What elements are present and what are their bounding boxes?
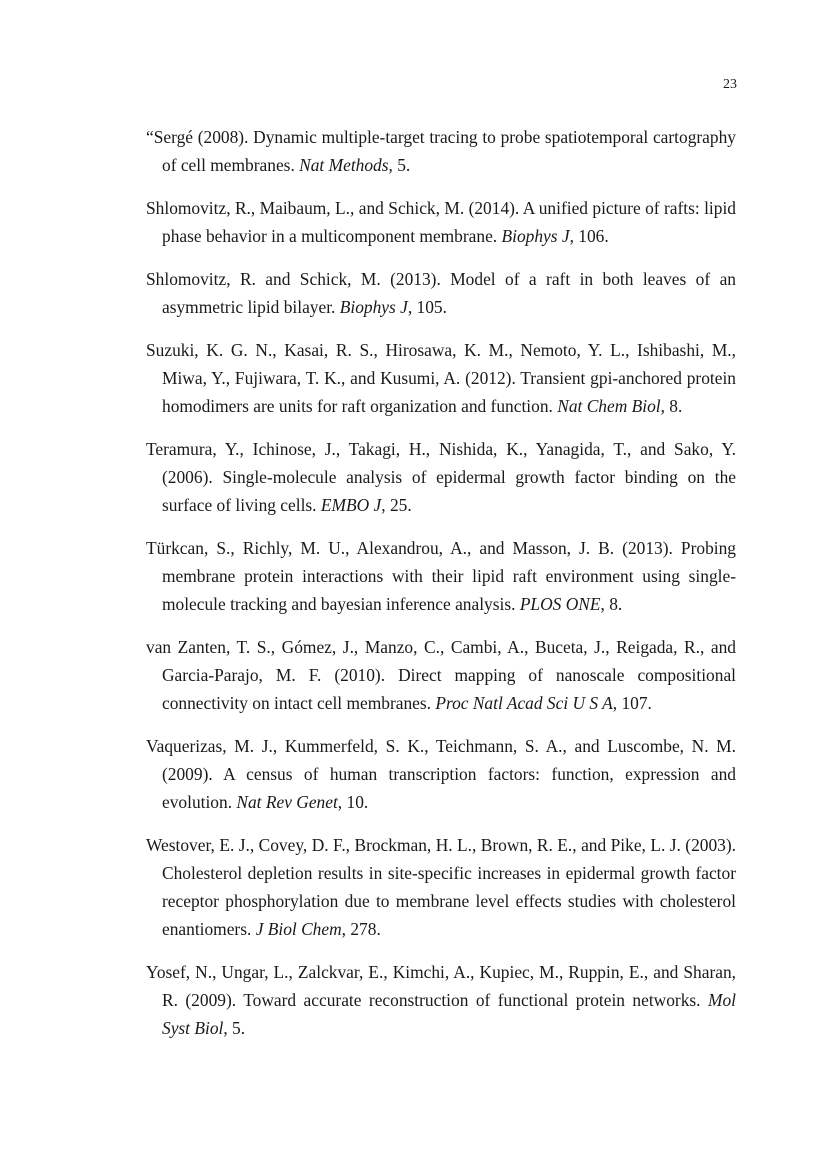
page-number: 23	[723, 77, 737, 92]
reference-entry	[146, 958, 736, 1042]
reference-volume: , 278.	[341, 919, 381, 939]
reference-text: Suzuki, K. G. N., Kasai, R. S., Hirosawa, K. M., Nemoto, Y. L., Ishibashi, M., Miwa, Y., Fujiwara, T. K., and Kusumi, A. (2012). Transient gpi-anchored protein homodimers are units for raft organization and function.	[146, 340, 736, 416]
reference-text: Yosef, N., Ungar, L., Zalckvar, E., Kimchi, A., Kupiec, M., Ruppin, E., and Sharan, R. (2009). Toward accurate reconstruction of functional protein networks.	[146, 962, 736, 1010]
reference-entry	[146, 732, 736, 816]
reference-journal: Proc Natl Acad Sci U S A	[435, 693, 613, 713]
reference-entry	[146, 435, 736, 519]
reference-text: Türkcan, S., Richly, M. U., Alexandrou, A., and Masson, J. B. (2013). Probing membrane protein interactions with their lipid raft environment using single-molecule tracking and bayesian inference analysis.	[146, 538, 736, 614]
reference-volume: , 106.	[569, 226, 609, 246]
reference-text: Vaquerizas, M. J., Kummerfeld, S. K., Teichmann, S. A., and Luscombe, N. M. (2009). A census of human transcription factors: function, expression and evolution.	[146, 736, 736, 812]
reference-text: Teramura, Y., Ichinose, J., Takagi, H., Nishida, K., Yanagida, T., and Sako, Y. (2006). Single-molecule analysis of epidermal growth factor binding on the surface of living cells.	[146, 439, 736, 515]
reference-entry	[146, 831, 736, 943]
reference-text: Westover, E. J., Covey, D. F., Brockman, H. L., Brown, R. E., and Pike, L. J. (2003). Cholesterol depletion results in site-specific increases in epidermal growth factor receptor phosphorylation due to membrane level effects studies with cholesterol enantiomers.	[146, 835, 736, 939]
reference-volume: , 8.	[600, 594, 623, 614]
reference-journal: Nat Methods	[299, 155, 389, 175]
reference-text: Shlomovitz, R., Maibaum, L., and Schick, M. (2014). A unified picture of rafts: lipid phase behavior in a multicomponent membrane.	[146, 198, 736, 246]
reference-journal: Biophys J	[339, 297, 408, 317]
reference-entry	[146, 534, 736, 618]
reference-volume: , 8.	[660, 396, 683, 416]
reference-journal: Biophys J	[501, 226, 570, 246]
reference-journal: J Biol Chem	[255, 919, 342, 939]
reference-entry	[146, 123, 736, 179]
reference-journal: Mol Syst Biol	[162, 990, 736, 1038]
reference-journal: Nat Rev Genet	[236, 792, 338, 812]
reference-entry	[146, 633, 736, 717]
reference-volume: , 25.	[381, 495, 412, 515]
reference-entry	[146, 336, 736, 420]
reference-journal: EMBO J	[320, 495, 382, 515]
reference-journal: PLOS ONE	[519, 594, 601, 614]
reference-volume: , 105.	[407, 297, 447, 317]
reference-volume: , 10.	[337, 792, 369, 812]
reference-list	[146, 123, 736, 1057]
reference-text: “Sergé (2008). Dynamic multiple-target tracing to probe spatiotemporal cartography of cell membranes.	[146, 127, 736, 175]
reference-volume: , 107.	[612, 693, 652, 713]
reference-text: Shlomovitz, R. and Schick, M. (2013). Model of a raft in both leaves of an asymmetric lipid bilayer.	[146, 269, 736, 317]
reference-volume: , 5.	[223, 1018, 246, 1038]
reference-entry	[146, 194, 736, 250]
reference-journal: Nat Chem Biol	[557, 396, 661, 416]
reference-entry	[146, 265, 736, 321]
reference-text: van Zanten, T. S., Gómez, J., Manzo, C., Cambi, A., Buceta, J., Reigada, R., and Garcia-Parajo, M. F. (2010). Direct mapping of nanoscale compositional connectivity on intact cell membranes.	[146, 637, 736, 713]
reference-volume: , 5.	[388, 155, 411, 175]
